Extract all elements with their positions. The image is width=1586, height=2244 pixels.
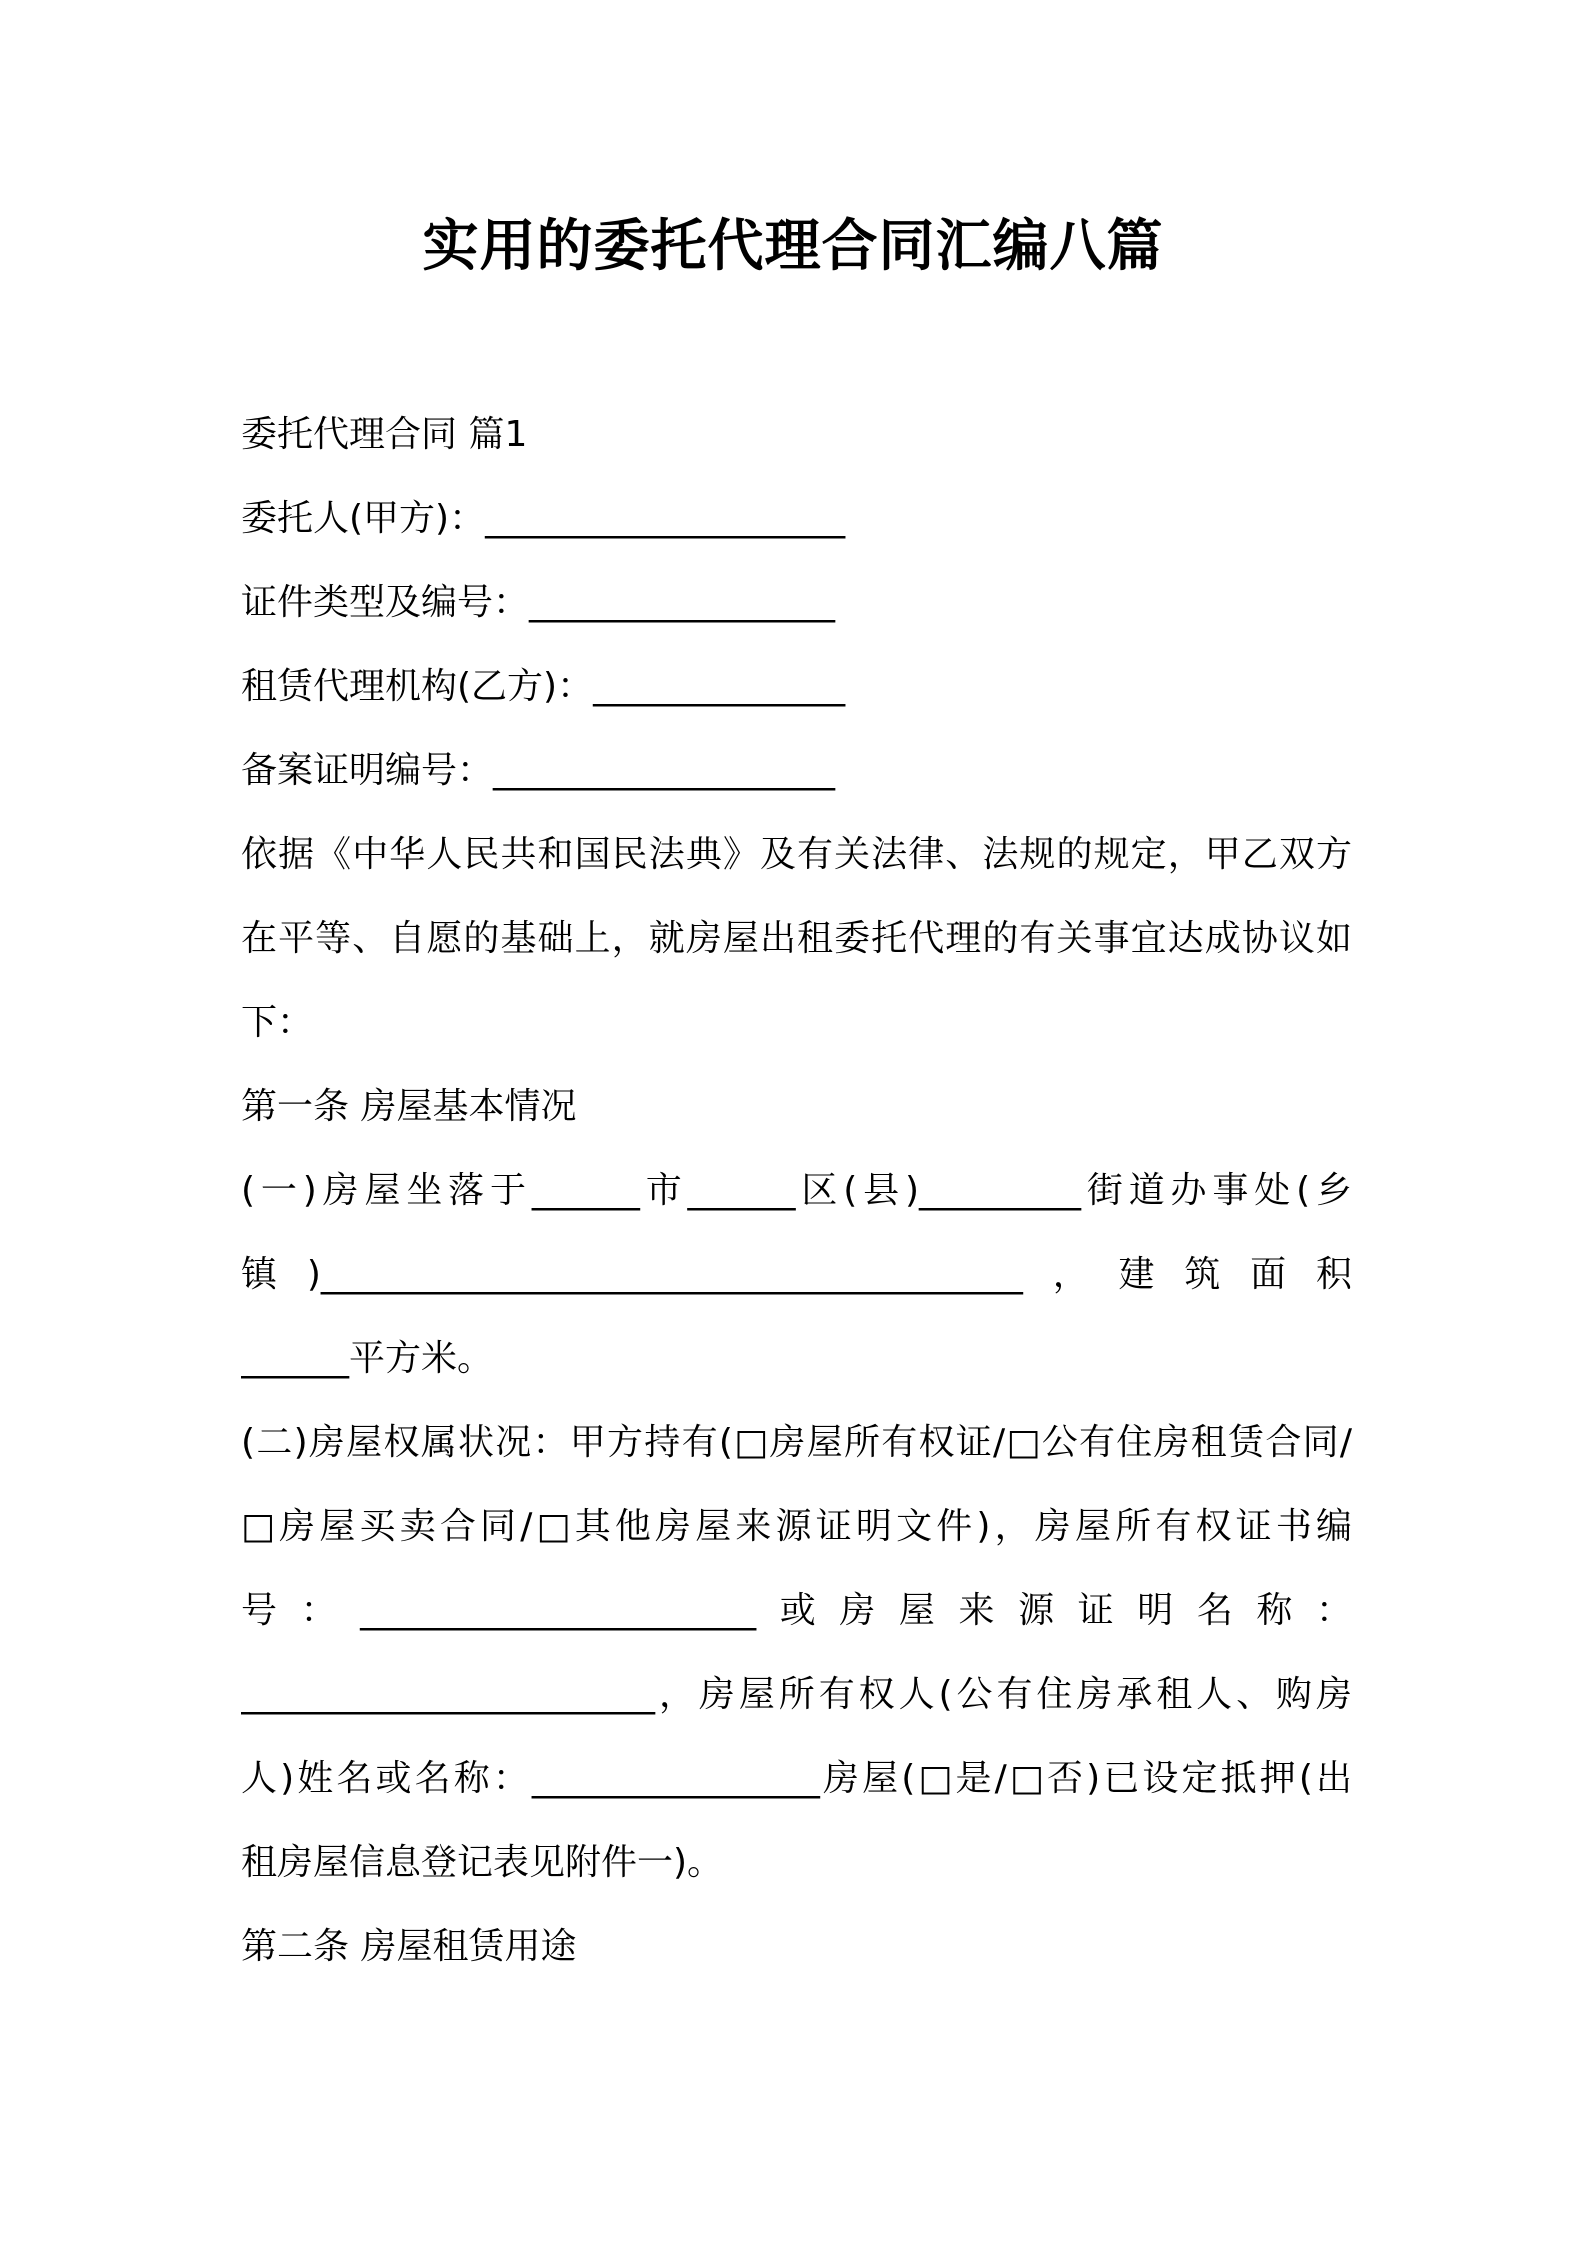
article-1-clause-2-line-3: 号：______________________或房屋来源证明名称： [241,1590,1352,1631]
section-heading-part-1: 委托代理合同 篇1 [241,414,528,455]
field-principal: 委托人(甲方)：____________________ [241,498,846,539]
preamble-line-3: 下： [241,1002,314,1043]
article-1-clause-2-line-4: _______________________，房屋所有权人(公有住房承租人、购房 [241,1674,1352,1715]
article-1-clause-2-line-2: □房屋买卖合同/□其他房屋来源证明文件)，房屋所有权证书编 [241,1506,1352,1547]
article-1-clause-2-line-1: (二)房屋权属状况：甲方持有(□房屋所有权证/□公有住房租赁合同/ [241,1422,1352,1463]
article-1-clause-1-line-2: 镇)_______________________________________，建筑面积 [241,1254,1352,1295]
article-1-clause-1-line-3: ______平方米。 [241,1338,494,1379]
article-1-clause-1-line-1: (一)房屋坐落于______市______区(县)_________街道办事处(乡 [241,1170,1352,1211]
preamble-line-1: 依据《中华人民共和国民法典》及有关法律、法规的规定，甲乙双方 [241,834,1352,875]
article-1-clause-2-line-5: 人)姓名或名称：________________房屋(□是/□否)已设定抵押(出 [241,1758,1352,1799]
field-filing-number: 备案证明编号：___________________ [241,750,836,791]
field-id-type-number: 证件类型及编号：_________________ [241,582,836,623]
article-1-heading: 第一条 房屋基本情况 [241,1086,577,1127]
document-title: 实用的委托代理合同汇编八篇 [422,214,1164,279]
preamble-line-2: 在平等、自愿的基础上，就房屋出租委托代理的有关事宜达成协议如 [241,918,1352,959]
article-1-clause-2-line-6: 租房屋信息登记表见附件一)。 [241,1842,724,1883]
field-agency: 租赁代理机构(乙方)：______________ [241,666,846,707]
article-2-heading: 第二条 房屋租赁用途 [241,1926,577,1967]
